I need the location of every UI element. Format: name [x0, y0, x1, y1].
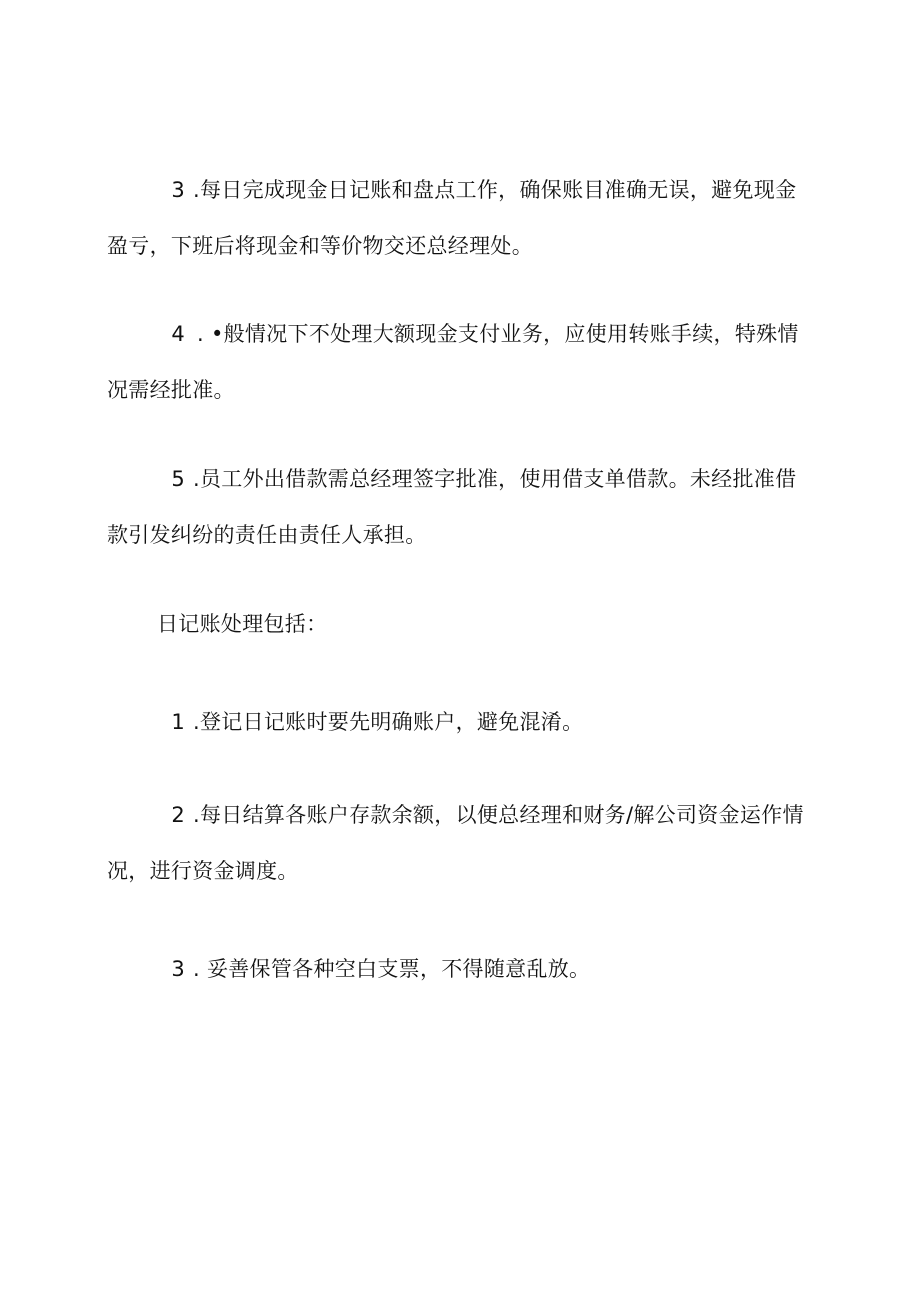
- list-item-number: 3: [171, 957, 185, 981]
- list-item-4: [107, 306, 807, 418]
- list-item-text: .每日完成现金日记账和盘点工作，确保账目准确无误，避免现金盈亏，下班后将现金和等价物交还总经理处。: [107, 178, 797, 258]
- list-item-number: 2: [171, 803, 185, 827]
- list-item-number: 5: [171, 467, 185, 491]
- section-heading: 日记账处理包括：: [157, 612, 328, 636]
- list-item-text: .员工外出借款需总经理签字批准，使用借支单借款。未经批准借款引发纠纷的责任由责任人承担。: [107, 467, 797, 547]
- list-item-text: .登记日记账时要先明确账户，避免混淆。: [193, 710, 584, 734]
- sub-list-item-3: [107, 941, 807, 997]
- sub-list-item-1: [107, 694, 807, 750]
- list-item-number: 3: [171, 178, 185, 202]
- list-item-text: . 妥善保管各种空白支票，不得随意乱放。: [193, 957, 591, 981]
- list-item-3: [107, 162, 807, 274]
- list-item-5: [107, 451, 807, 563]
- sub-list-item-2: [107, 787, 807, 899]
- list-item-number: 4: [171, 322, 185, 346]
- list-item-text: .每日结算各账户存款余额，以便总经理和财务/解公司资金运作情况，进行资金调度。: [107, 803, 804, 883]
- list-item-number: 1: [171, 710, 185, 734]
- list-item-text: . •般情况下不处理大额现金支付业务，应使用转账手续，特殊情况需经批准。: [107, 322, 799, 402]
